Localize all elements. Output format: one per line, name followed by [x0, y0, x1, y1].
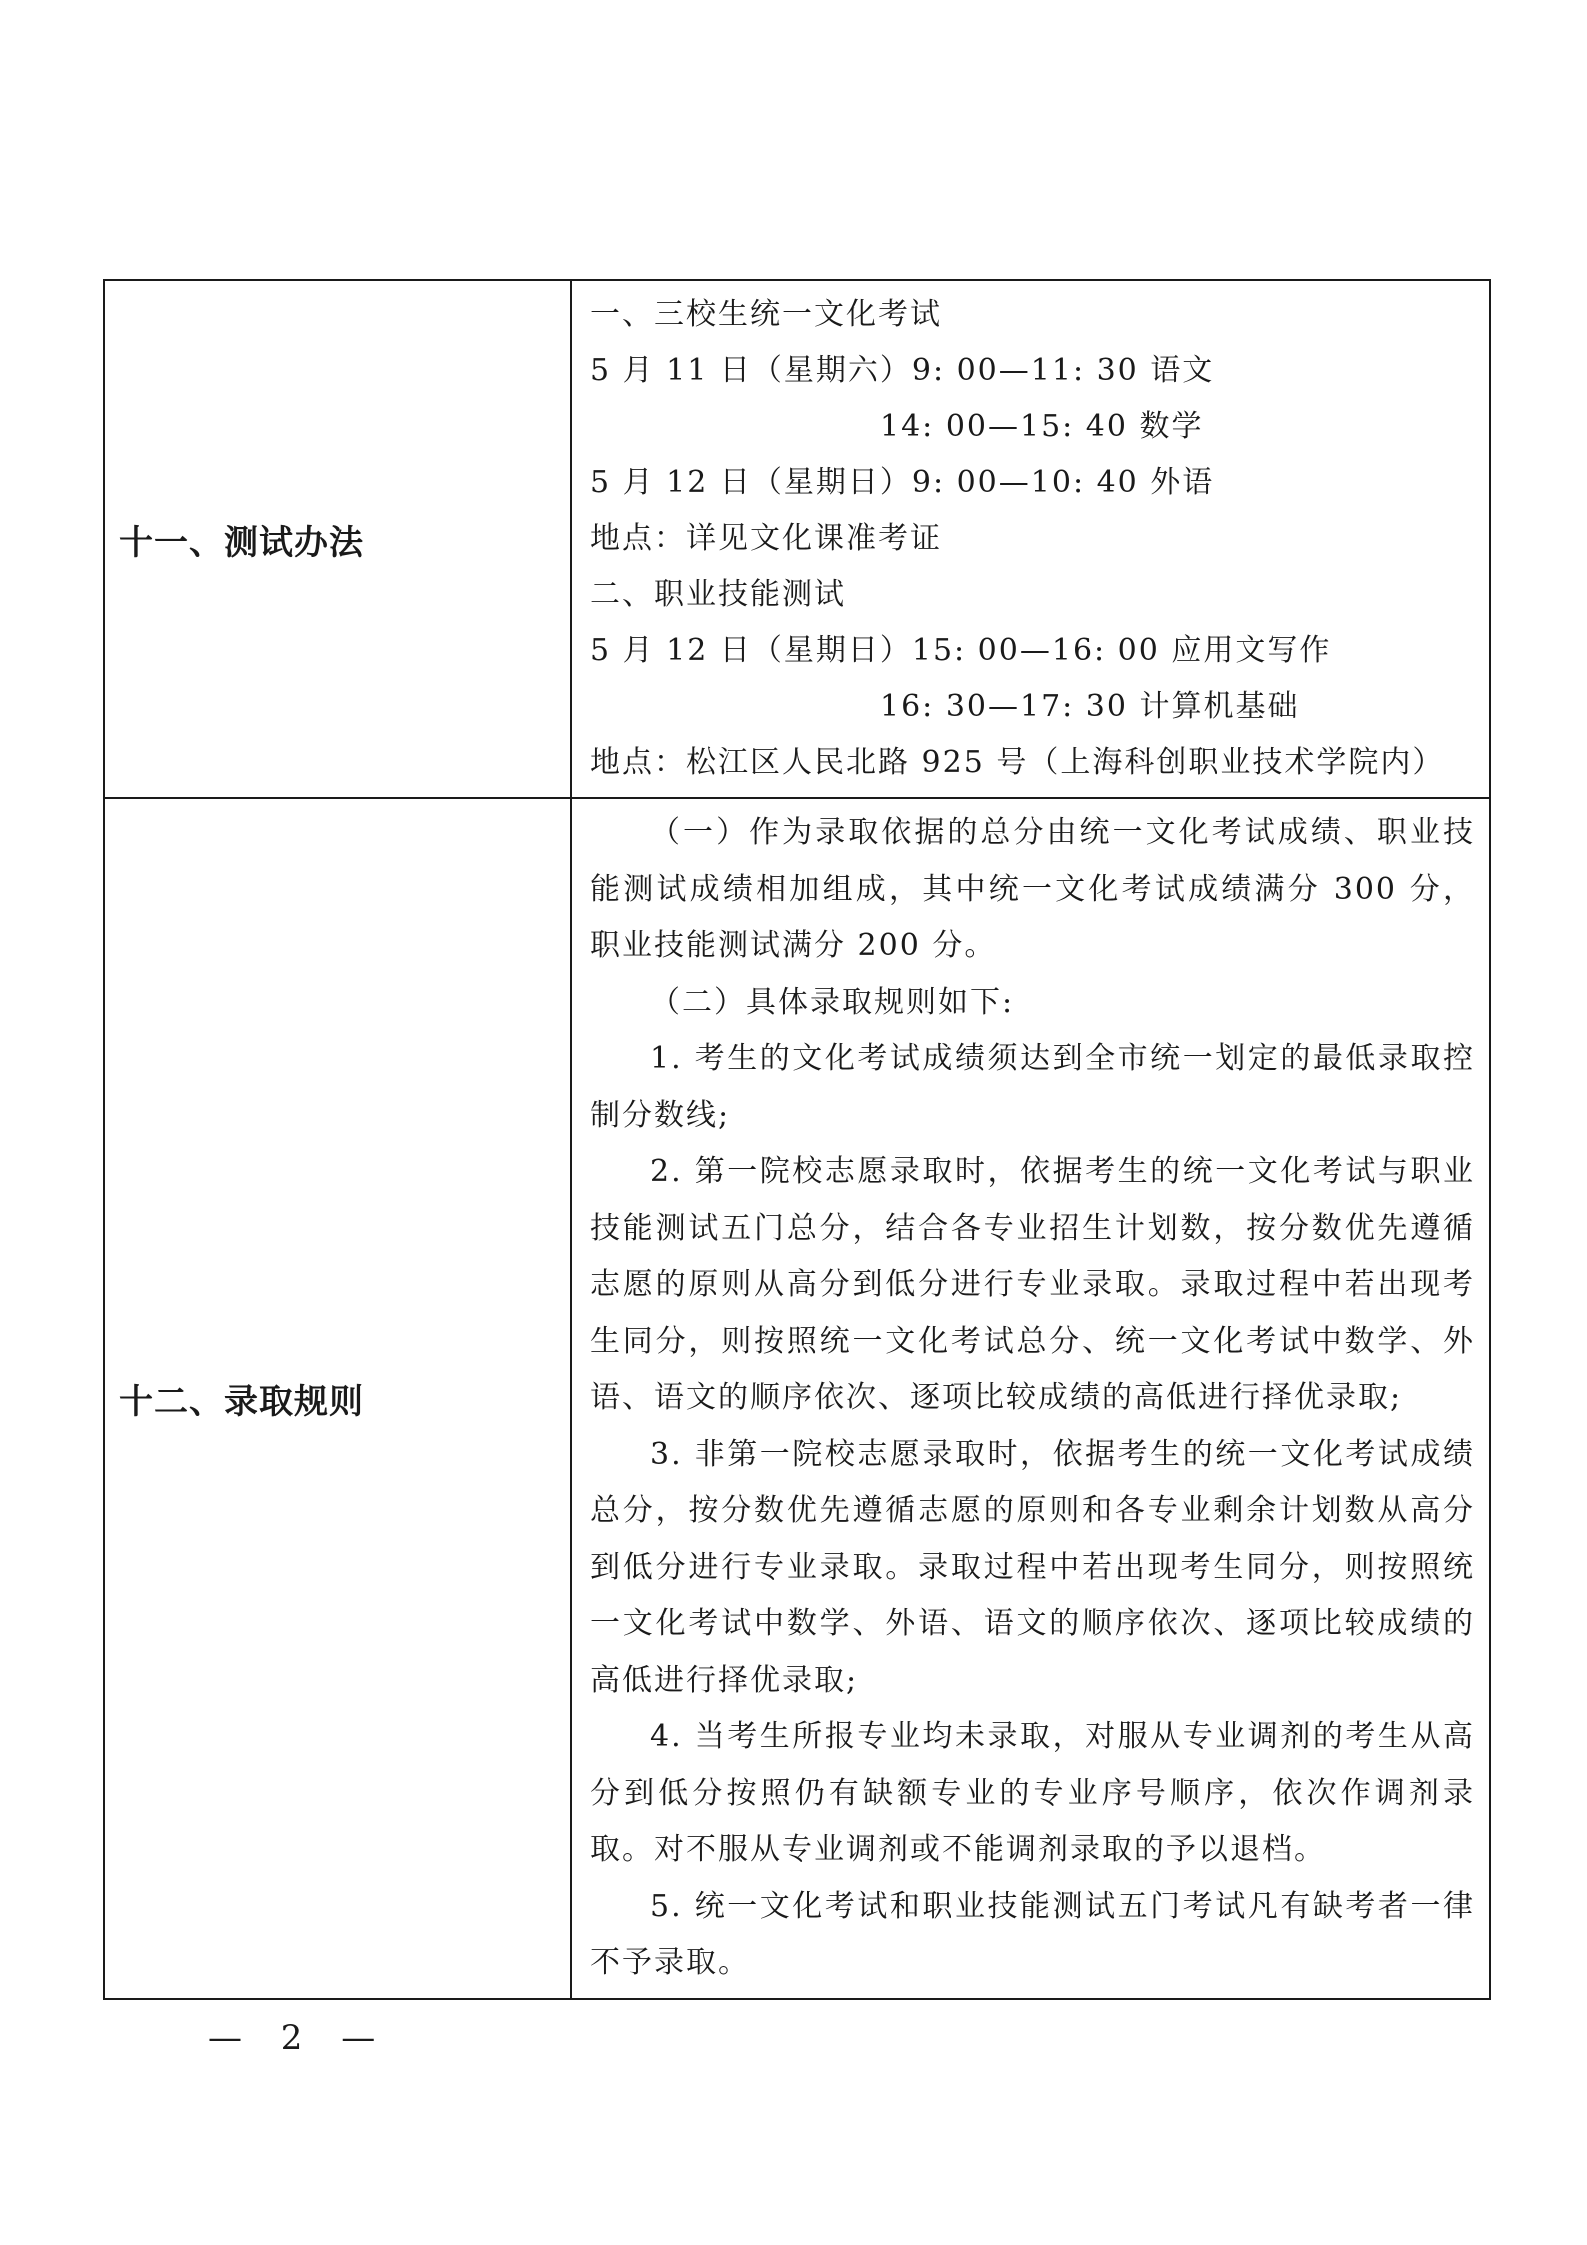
- exam-schedule-chinese: 5 月 11 日（星期六）9: 00—11: 30 语文: [590, 353, 1215, 388]
- rule-item-2: 2. 第一院校志愿录取时，依据考生的统一文化考试与职业技能测试五门总分，结合各专业招生计划数，按分数优先遵循志愿的原则从高分到低分进行专业录取。录取过程中若出现考生同分，则按照统一文化考试总分、统一文化考试中数学、外语、语文的顺序依次、逐项比较成绩的高低进行择优录取;: [590, 1154, 1475, 1415]
- exam-location: 地点：详见文化课准考证: [590, 521, 942, 556]
- skill-schedule-computer: 16: 30—17: 30 计算机基础: [880, 689, 1300, 724]
- skill-test-location: 地点：松江区人民北路 925 号（上海科创职业技术学院内）: [590, 745, 1445, 780]
- table-row-test-method: [104, 280, 1490, 798]
- rule-total-score: （一）作为录取依据的总分由统一文化考试成绩、职业技能测试成绩相加组成，其中统一文化考试成绩满分 300 分，职业技能测试满分 200 分。: [590, 815, 1475, 963]
- rule-item-1: 1. 考生的文化考试成绩须达到全市统一划定的最低录取控制分数线;: [590, 1041, 1475, 1133]
- exam-schedule-math: 14: 00—15: 40 数学: [880, 409, 1204, 444]
- admission-info-table: [103, 279, 1491, 2000]
- row-label-admission-rules: 十二、录取规则: [104, 798, 571, 1999]
- test-method-content: [571, 280, 1490, 798]
- rule-intro: （二）具体录取规则如下:: [650, 984, 1015, 1020]
- rule-item-5: 5. 统一文化考试和职业技能测试五门考试凡有缺考者一律不予录取。: [590, 1888, 1475, 1980]
- page-number: — 2 —: [208, 2018, 390, 2058]
- table-row-admission-rules: [104, 798, 1490, 1999]
- skill-test-heading: 二、职业技能测试: [590, 577, 846, 612]
- exam-schedule-foreign-language: 5 月 12 日（星期日）9: 00—10: 40 外语: [590, 465, 1215, 500]
- rule-item-3: 3. 非第一院校志愿录取时，依据考生的统一文化考试成绩总分，按分数优先遵循志愿的原则和各专业剩余计划数从高分到低分进行专业录取。录取过程中若出现考生同分，则按照统一文化考试中数学、外语、语文的顺序依次、逐项比较成绩的高低进行择优录取;: [590, 1436, 1475, 1698]
- exam-section-heading: 一、三校生统一文化考试: [590, 297, 942, 332]
- rule-item-4: 4. 当考生所报专业均未录取，对服从专业调剂的考生从高分到低分按照仍有缺额专业的专业序号顺序，依次作调剂录取。对不服从专业调剂或不能调剂录取的予以退档。: [590, 1719, 1475, 1867]
- row-label-test-method: 十一、测试办法: [104, 280, 571, 798]
- admission-rules-content: [571, 798, 1490, 1999]
- skill-schedule-writing: 5 月 12 日（星期日）15: 00—16: 00 应用文写作: [590, 633, 1332, 668]
